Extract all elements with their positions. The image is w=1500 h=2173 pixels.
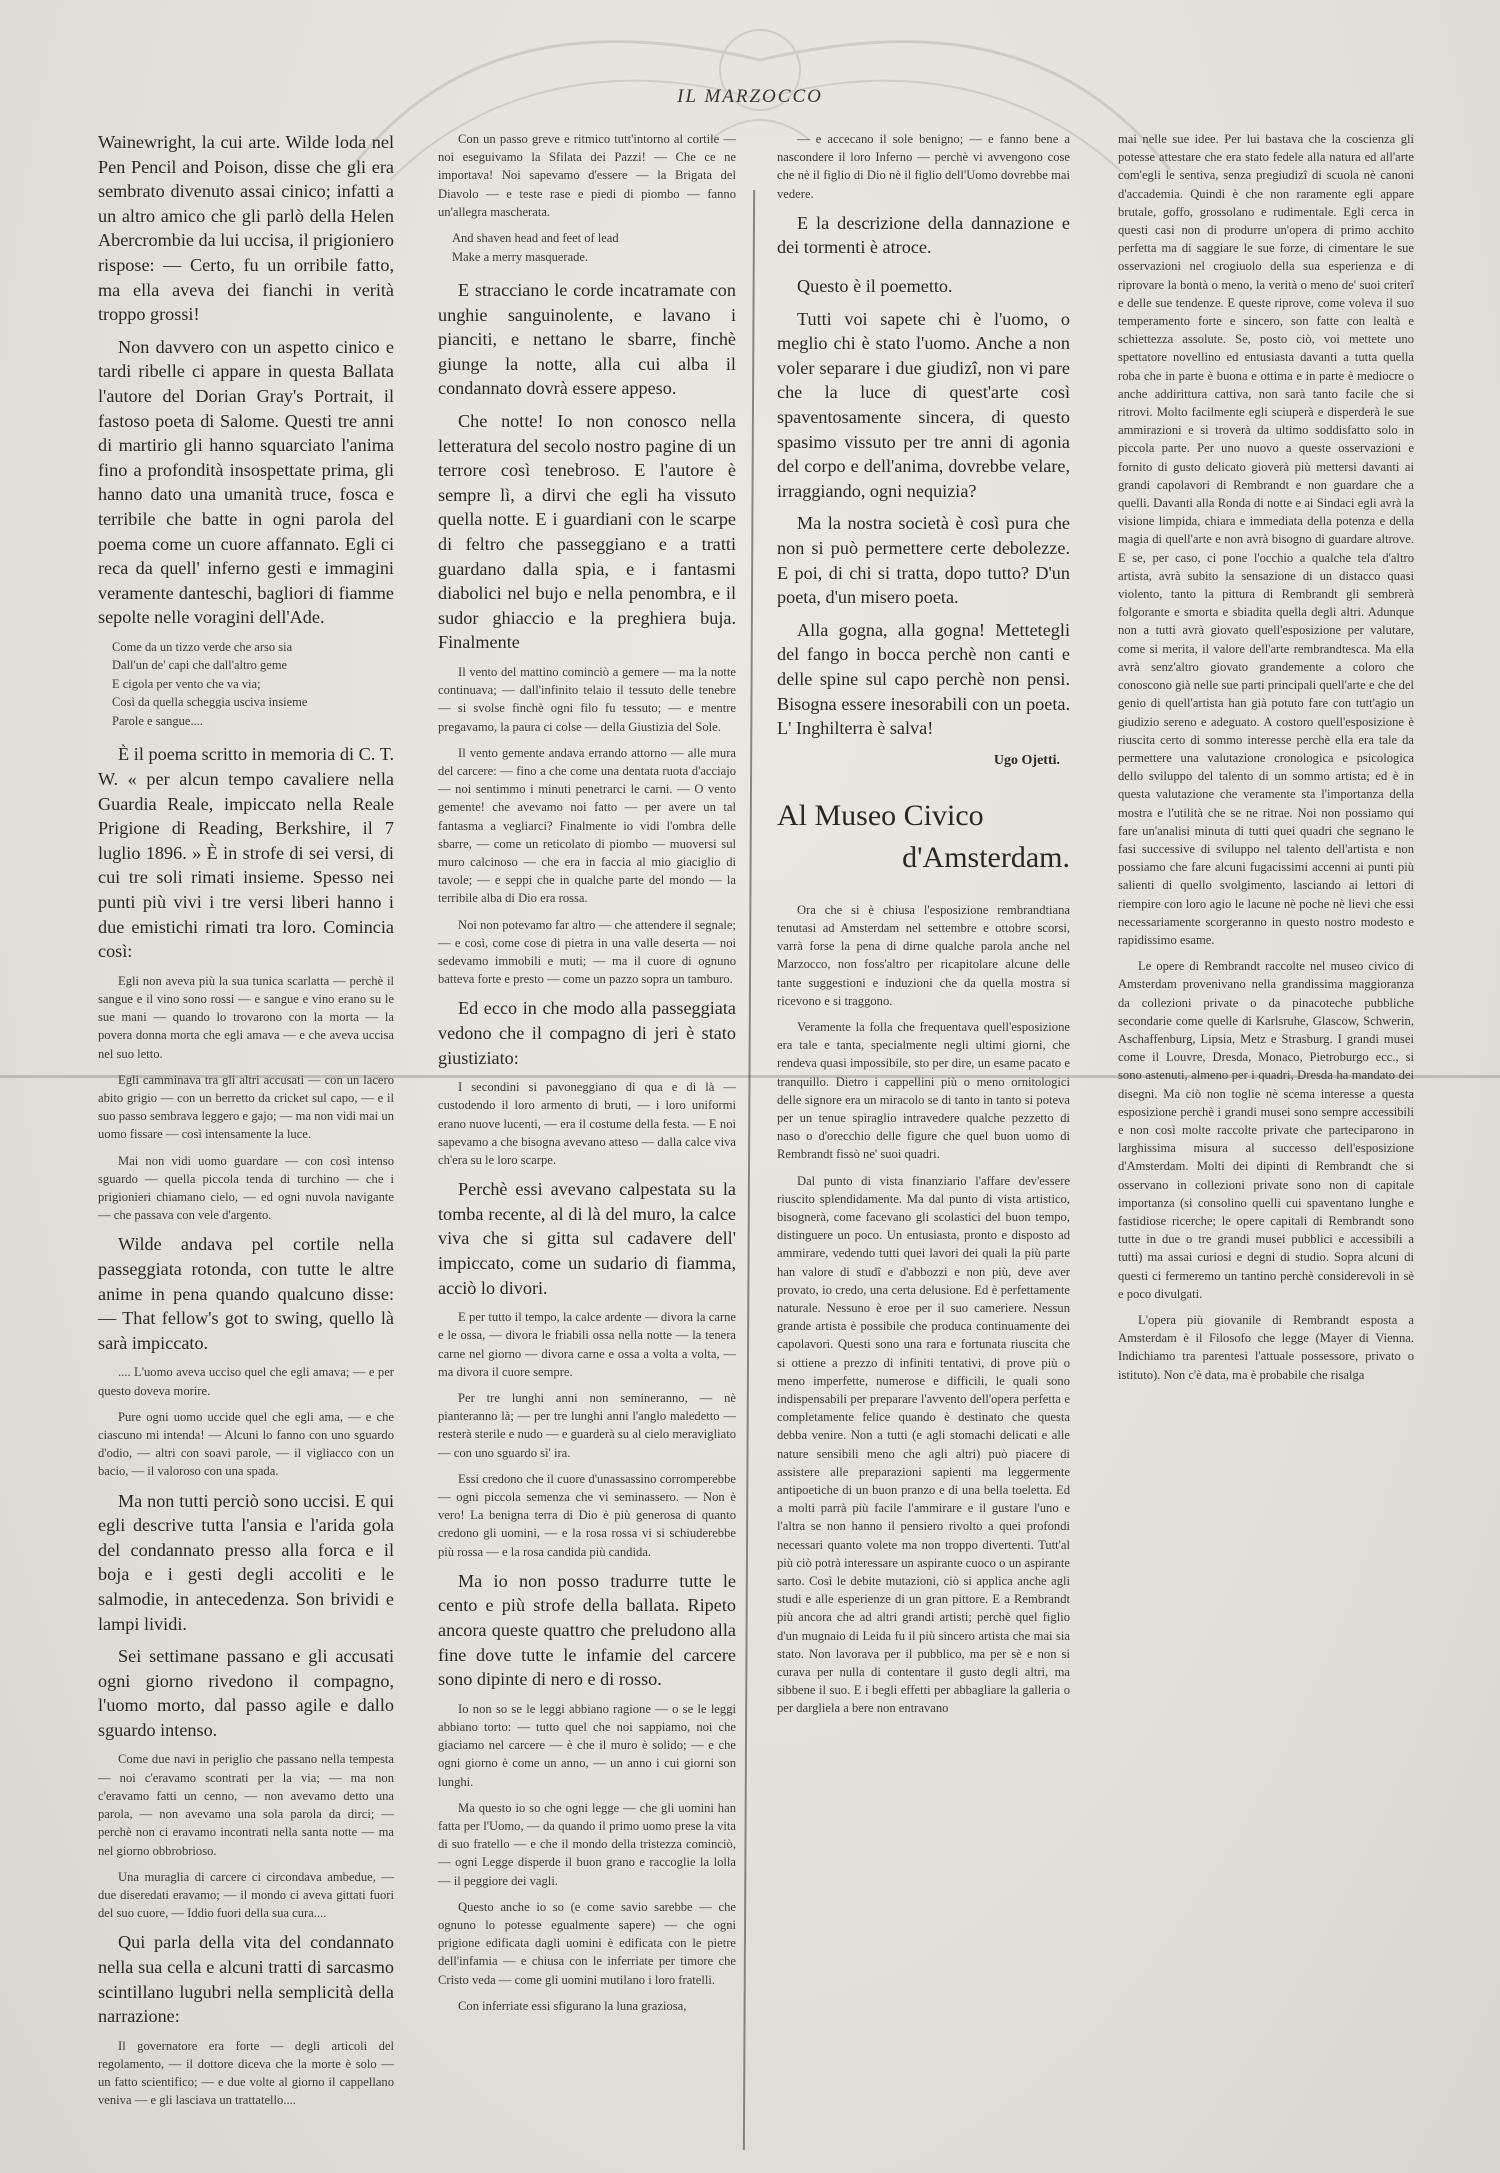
verse-quote: Come da un tizzo verde che arso sia Dall'un de' capi che dall'altro geme E cigola per vento che va via; Così da quella scheggia usciva insieme Parole e sangue.... — [112, 639, 308, 728]
paragraph: Ma non tutti perciò sono uccisi. E qui egli descrive tutta l'ansia e l'arida gola del condannato presso alla forca e il boja e i gesti degli accoliti e le salmodie, in antecedenza. Son brividi e lampi lividi. — [98, 1490, 394, 1634]
column-4 — [1118, 130, 1414, 1392]
article-paragraph: L'opera più giovanile di Rembrandt esposta a Amsterdam è il Filosofo che legge (Mayer di Vienna. Indichiamo tra parentesi l'attuale possessore, privato o istituto). Non c'è data, ma è probabile che risalga — [1118, 1313, 1414, 1382]
translation-stanza: Come due navi in periglio che passano nella tempesta — noi c'eravamo scontrati per la via; — ma non c'eravamo fatti un cenno, — non avevamo detto una parola, — non avevamo una sola parola da dirci; — perchè non ci eravamo incontrati nella santa notte — ma nel giorno obbrobrioso. — [98, 1752, 394, 1858]
translation-stanza: Una muraglia di carcere ci circondava ambedue, — due diseredati eravamo; — il mondo ci aveva gittati fuori del suo cuore, — Iddio fuori della sua cura.... — [98, 1869, 394, 1921]
paragraph: Tutti voi sapete chi è l'uomo, o meglio chi è stato l'uomo. Anche a non voler separare i due giudizî, non vi pare che la luce di quest'arte così spaventosamente sincera, di questo spasimo vissuto per tre anni di agonia del corpo e dell'anima, dovrebbe velare, irraggiando, ogni nequizia? — [777, 308, 1070, 501]
translation-stanza: Con inferriate essi sfigurano la luna graziosa, — [458, 1998, 687, 2013]
translation-stanza: .... L'uomo aveva ucciso quel che egli amava; — e per questo doveva morire. — [98, 1365, 394, 1398]
translation-stanza: — e accecano il sole benigno; — e fanno bene a nascondere il loro Inferno — perchè vi avvengono cose che nè il figlio di Dio nè il figlio dell'Uomo dovrebbe mai vedere. — [777, 132, 1070, 201]
article-title-line-2: d'Amsterdam. — [902, 840, 1070, 874]
column-2 — [438, 130, 736, 2023]
article-title-line-1: Al Museo Civico — [777, 798, 984, 832]
paragraph: Wainewright, la cui arte. Wilde loda nel Pen Pencil and Poison, disse che gli era sembrato divenuto assai cinico; infatti a un altro amico che gli parlò della Helen Abercrombie da lui uccisa, il prigioniero rispose: — Certo, fu un orribile fatto, ma ella aveva dei fianchi in verità troppo grossi! — [98, 132, 394, 325]
translation-stanza: Il vento del mattino cominciò a gemere — ma la notte continuava; — dall'infinito telaio il tessuto delle tenebre — si svolse finchè ogni filo fu tessuto; — e mentre pregavamo, la paura ci colse — della Giustizia del Sole. — [438, 664, 736, 734]
translation-stanza: Io non so se le leggi abbiano ragione — o se le leggi abbiano torto: — tutto quel che noi sappiamo, noi che giaciamo nel carcere — è che il muro è solido; — e che ogni giorno è come un anno, — un anno i cui giorni son lunghi. — [438, 1701, 736, 1789]
translation-stanza: Questo anche io so (e come savio sarebbe — che ognuno lo potesse egualmente sapere) — che ogni prigione edificata dagli uomini è edificata con le pietre dell'infamia — e chiusa con le inferriate per timore che Cristo veda — come gli uomini mutilano i loro fratelli. — [438, 1899, 736, 1987]
translation-stanza: Pure ogni uomo uccide quel che egli ama, — e che ciascuno mi intenda! — Alcuni lo fanno con uno sguardo d'odio, — altri con soavi parole, — il vigliacco con un bacio, — il valoroso con una spada. — [98, 1409, 394, 1479]
translation-stanza: I secondini si pavoneggiano di qua e di là — custodendo il loro armento di bruti, — i loro uniformi erano nuove lucenti, — era il costume della festa. — E noi sapevamo a che bisogna avevano atteso — dalla calce viva ch'era su le loro scarpe. — [438, 1080, 736, 1167]
article-paragraph: Le opere di Rembrandt raccolte nel museo civico di Amsterdam provenivano nella grandissima maggioranza da collezioni private o da pinacoteche pubbliche secondarie come quelle di Karlsruhe, Glascow, Schwerin, Aschaffenburg, Lipsia, Metz e Strasburg. I grandi musei come il Louvre, Dresda, Monaco, Pietroburgo ecc., si sono astenuti, almeno per i quadri, Dresda ha mandato dei disegni. Ma ciò non toglie nè scema interesse a questa esposizione perchè i grandi musei sono sempre accessibili e non così molte raccolte private che parteciparono in larghissima misura al successo dell'esposizione d'Amsterdam. Molti dei dipinti di Rembrandt che si osservano in collezioni private sono non di capitale importanza (si consolino quelli cui spaventano lunghe e fastidiose ricerche; le opere capitali di Rembrandt sono tutte in due o tre grandi musei pubblici e accessibili a tutti) ma assai curiosi e degni di studio. Sopra alcuni di questi ci fermeremo un tantino perchè considerevoli in sè e poco divulgati. — [1118, 959, 1414, 1301]
paragraph: Questo è il poemetto. — [797, 276, 953, 296]
verse-quote: And shaven head and feet of lead Make a merry masquerade. — [452, 231, 619, 264]
translation-stanza: Egli camminava tra gli altri accusati — con un lacero abito grigio — con un berretto da cricket sul capo, — e il suo passo sembrava leggero e gajo; — ma non vidi mai un uomo fissare — così intensamente la luce. — [98, 1072, 394, 1142]
paragraph: Ma io non posso tradurre tutte le cento e più strofe della ballata. Ripeto ancora queste quattro che preludono alla fine dove tutte le infamie del carcere sono dipinte di nero e di rosso. — [438, 1570, 736, 1690]
column-1 — [98, 130, 394, 2118]
article-paragraph: Dal punto di vista finanziario l'affare dev'essere riuscito splendidamente. Ma dal punto di vista artistico, bisognerà, come facevano gli scolastici del buon tempo, distinguere un poco. Un entusiasta, pronto e disposto ad ammirare, vedendo tutti quei lavori dei quali la più parte han valore di studî e d'abbozzi e non più, deve aver provato, io credo, una certa delusione. Ed è perfettamente naturale. Nessuno è eroe per il suo cameriere. Nessun grande artista è possibile che produca continuamente dei capolavori. Questi sono una rara e fortunata riuscita che si ottiene a prezzo di infiniti tentativi, di prove più o meno imperfette, numerose e difficili, le quali sono indispensabili per preparare l'avvento dell'opera perfetta e completamente felice quando è destinato che questa debba venire. Non a tutti (e agli stomachi delicati e alle nature sensibili meno che agli altri) può piacere di assistere alle preparazioni sapienti ma leggermente antipoetiche di un buon pranzo e di una bella toeletta. Ed a molti parrà più facile l'ammirare e il gustare l'uno e l'altra se non hanno il pensiero rivolto a quei profondi necessari quanto volete ma non troppo divertenti. Tutt'al più ciò potrà interessare un aspirante cuoco o un aspirante sarto. Così le debite mutazioni, ciò si applica anche agli studi e alle esperienze di un gran pittore. E a Rembrandt più ancora che ad altri grandi artisti; perchè quel figlio d'un mugnaio di Leida fu il più sincero artista che mai sia stato. Non lavorava per il pubblico, ma per sè e non si curava per nulla di contentare il gusto degli altri, ma sibbene il suo. E i begli effetti per abbagliare la galleria o per dargliela a bere non entravano — [777, 1173, 1070, 1716]
translation-stanza: E per tutto il tempo, la calce ardente — divora la carne e le ossa, — divora le friabili ossa nella notte — la tenera carne nel giorno — divora carne e ossa a volta a volta, — ma divora il cuore sempre. — [438, 1310, 736, 1379]
article-paragraph: Ora che si è chiusa l'esposizione rembrandtiana tenutasi ad Amsterdam nel settembre e ottobre scorsi, varrà forse la pena di dirne qualche parola anche nel Marzocco, non foss'altro per ricapitolare alcune delle tante suggestioni e induzioni che da quella mostra si ricevono e si traggono. — [777, 902, 1070, 1008]
translation-stanza: Noi non potevamo far altro — che attendere il segnale; — e così, come cose di pietra in una valle deserta — noi sedevamo immobili e muti; — ma il cuore di ognuno batteva forte e presto — come un pazzo sopra un tamburo. — [438, 917, 736, 987]
translation-stanza: Egli non aveva più la sua tunica scarlatta — perchè il sangue e il vino sono rossi — e sangue e vino erano su le sue mani — quando lo trovarono con la morta — la povera donna morta che egli amava — e che aveva uccisa nel suo letto. — [98, 973, 394, 1061]
translation-stanza: Il vento gemente andava errando attorno — alle mura del carcere: — fino a che come una dentata ruota d'acciajo — noi sentimmo i minuti penetrarci le carni. — O vento gemente! che avevamo noi fatto — per avere un tal fantasma a vegliarci? Finalmente io vidi l'ombra delle sbarre, — come un reticolato di piombo — muoversi sul muro calcinoso — che era in faccia al mio giaciglio di tavole; — e seppi che in qualche parte del mondo — la terribile alba di Dio era rossa. — [438, 745, 736, 906]
paragraph: Ma la nostra società è così pura che non si può permettere certe debolezze. E poi, di chi si tratta, dopo tutto? D'un poeta, d'un misero poeta. — [777, 513, 1070, 608]
paragraph: Qui parla della vita del condannato nella sua cella e alcuni tratti di sarcasmo scintillano lugubri nella semplicità della narrazione: — [98, 1932, 394, 2027]
paragraph: È il poema scritto in memoria di C. T. W. « per alcun tempo cavaliere nella Guardia Reale, impiccato nella Reale Prigione di Reading, Berkshire, il 7 luglio 1896. » È in strofe di sei versi, di cui tre soli rimati insieme. Spesso nei punti più vivi i tre versi liberi hanno i due emistichi rimati tra loro. Comincia così: — [98, 744, 394, 962]
paragraph: Wilde andava pel cortile nella passeggiata rotonda, con tutte le altre anime in pena quando qualcuno disse: — That fellow's got to swing, quello là sarà impiccato. — [98, 1234, 394, 1353]
translation-stanza: Mai non vidi uomo guardare — con così intenso sguardo — quella piccola tenda di turchino — che i prigionieri chiamano cielo, — ed ogni nuvola navigante — che passava con vele d'argento. — [98, 1153, 394, 1223]
translation-stanza: Ma questo io so che ogni legge — che gli uomini han fatta per l'Uomo, — da quando il primo uomo prese la vita di suo fratello — e che il mondo della tristezza cominciò, — ogni Legge disperde il buon grano e raccoglie la lolla — il peggiore dei vagli. — [438, 1800, 736, 1888]
masthead: IL MARZOCCO — [677, 86, 823, 107]
article-title — [777, 795, 1070, 879]
translation-stanza: Il governatore era forte — degli articoli del regolamento, — il dottore diceva che la morte è solo — un fatto scientifico; — e due volte al giorno il cappellano veniva — e gli lasciava un trattatello.... — [98, 2038, 394, 2108]
column-3 — [777, 130, 1070, 1726]
paragraph: Perchè essi avevano calpestata su la tomba recente, al di là del muro, la calce viva che si gitta sul cadavere dell' impiccato, come un sudario di fiamma, acciò lo divori. — [438, 1179, 736, 1298]
translation-stanza: Per tre lunghi anni non semineranno, — nè pianteranno là; — per tre lunghi anni l'anglo maledetto — resterà sterile e nudo — e guarderà su al cielo meravigliato — con uno sguardo sì' ira. — [438, 1390, 736, 1460]
article-paragraph: Veramente la folla che frequentava quell'esposizione era tale e tanta, specialmente negli ultimi giorni, che rendeva quasi impossibile, sto per dire, un esame pacato e tranquillo. Dietro i cappellini più o meno ornitologici delle signore era un miracolo se di tanto in tanto si poteva per un tenue spiraglio intravedere qualche pezzetto di naso o d'orecchio delle figure che quel buon uomo di Rembrandt fissò ne' suoi quadri. — [777, 1019, 1070, 1162]
fold-crease-vertical — [743, 190, 755, 2150]
paragraph: Alla gogna, alla gogna! Mettetegli del fango in bocca perchè non canti e delle spine sul capo perchè non pensi. Bisogna essere inesorabili con un poeta. L' Inghilterra è salva! — [777, 619, 1070, 739]
paragraph: Che notte! Io non conosco nella letteratura del secolo nostro pagine di un terrore così tenebroso. E l'autore è sempre lì, a dirvi che egli ha vissuto quella notte. E i guardiani con le scarpe di feltro che passeggiano e a tratti guardano dalla spia, e i fantasmi diabolici nel bujo e nella penombra, e il sudor ghiaccio e la preghiera buja. Finalmente — [438, 410, 736, 653]
paragraph: E stracciano le corde incatramate con unghie sanguinolente, e lavano i pianciti, e nettano le sbarre, finchè giunge la notte, alla cui alba il condannato dovrà essere appeso. — [438, 280, 736, 399]
article-paragraph: mai nelle sue idee. Per lui bastava che la coscienza gli potesse attestare che era stato fedele alla natura ed all'arte com'egli le sentiva, senza pregiudizî di scuola nè canoni d'accademia. Quindi è che non raramente egli appare brutale, goffo, grossolano e rudimentale. Egli cerca in questi casi non di produrre un'opera di primo acchito perfetta ma di saggiare le sue forze, di cimentare le sue osservazioni nel crogiuolo della sua esperienza e di riprovare la bontà o meno, la verità o meno de' suoi criterî e delle sue tendenze. E queste riprove, come voleva il suo temperamento forte e sincero, son fatte con lealtà e schiettezza assolute. Se, posto ciò, voi mettete uno spettatore novellino ed entusiasta davanti a tutta quella roba che in parte è buona e ottima e in parte è mediocre o anche addirittura cattiva, non sarà tanto facile che si ritrovi. Molto facilmente egli sciuperà e disperderà le sue ammirazioni e si troverà da ultimo soddisfatto solo in piccola parte. Per uno nuovo a queste osservazioni e fornito di gusto delicato gioverà più mettersi davanti ai grandi capolavori di Rembrandt e non guardare che a quelli. Davanti alla Ronda di notte e ai Sindaci egli avrà la visione limpida, chiara e immediata della potenza e della magia di quell'arte e non avrà bisogno di guardare altrove. E se, per caso, ci pone l'occhio a qualche tela d'altro artista, avrà subito la sensazione di un distacco quasi violento, tanto la pittura di Rembrandt gli sembrerà folgorante e smorta e sbiadita quella degli altri. Adunque non a tutti avrà giovato quell'esposizione per valutare, come si merita, il valore dell'arte rembrandtesca. Ma ella avrà senz'altro giovato grandemente a coloro che conoscono già nelle sue parti principali quell'arte e che del genio di quell'artista han già potuto fare con tutt'agio un giudizio sereno e adeguato. A costoro quell'esposizione è riuscita certo di sommo interesse perchè ella era tale da permettere una valutazione cronologica e psicologica dello sviluppo del talento di un sommo artista; ed è in questa valutazione che veramente sta l'importanza della mostra e l'utilità che se ne ritrae. Noi non possiamo qui fare un'analisi minuta di tutti quei quadri che segnano le fasi successive di sviluppo nel talento dell'artista e non possiamo che fare alcuni fugacissimi accenni ai punti più salienti di quello svolgimento, lasciando ai lettori di riempire con loro agio le lacune nè poche nè lievi che essi necessariamente scorgeranno in questo nostro modesto e rapidissimo esame. — [1118, 132, 1414, 947]
paragraph: Ed ecco in che modo alla passeggiata vedono che il compagno di jeri è stato giustiziato: — [438, 998, 736, 1068]
translation-stanza: Essi credono che il cuore d'unassassino corromperebbe — ogni piccola semenza che vi seminassero. — Non è vero! La benigna terra di Dio è più generosa di quanto credono gli uomini, — e la rosa rossa vi si schiuderebbe più rossa — e la rosa candida più candida. — [438, 1471, 736, 1559]
paragraph: Sei settimane passano e gli accusati ogni giorno rivedono il compagno, l'uomo morto, dal passo agile e dallo sguardo intenso. — [98, 1646, 394, 1740]
paragraph: E la descrizione della dannazione e dei tormenti è atroce. — [777, 212, 1070, 258]
paragraph: Non davvero con un aspetto cinico e tardi ribelle ci appare in questa Ballata l'autore del Dorian Gray's Portrait, il fastoso poeta di Salome. Questi tre anni di martirio gli hanno squarciato l'anima fino a profondità insospettate prima, gli hanno dato una umanità truce, fosca e terribile che batte in ogni parola del poema come un cuore affannato. Egli ci reca da quell' inferno gesti e immagini veramente danteschi, bagliori di fiamme sepolte nelle voragini dell'Ade. — [98, 336, 394, 628]
translation-stanza: Con un passo greve e ritmico tutt'intorno al cortile — noi eseguivamo la Sfilata dei Pazzi! — Che ce ne importava! Noi sapevamo d'essere — la Brigata del Diavolo — e teste rase e piedi di piombo — fanno un'allegra mascherata. — [438, 132, 736, 219]
author-signature: Ugo Ojetti. — [993, 752, 1060, 768]
